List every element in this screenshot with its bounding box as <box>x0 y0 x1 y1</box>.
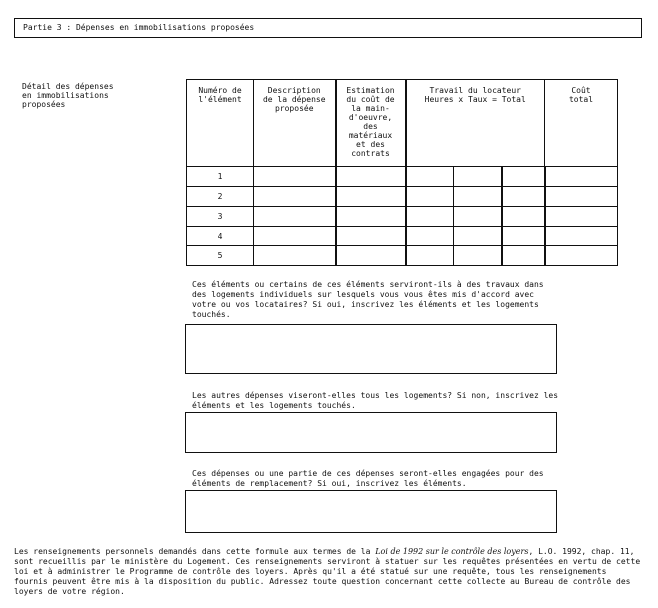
total-cell[interactable] <box>502 167 545 187</box>
cost-cell[interactable] <box>545 227 618 246</box>
description-cell[interactable] <box>254 227 336 246</box>
total-cell[interactable] <box>502 246 545 266</box>
description-cell[interactable] <box>254 187 336 207</box>
rate-cell[interactable] <box>454 187 502 207</box>
privacy-notice-part1: Les renseignements personnels demandés dans cette formule aux termes de la <box>14 547 376 556</box>
col-estimate: Estimation du coût de la main- d'oeuvre, des matériaux et des contrats <box>336 80 406 167</box>
hours-cell[interactable] <box>406 187 454 207</box>
total-cell[interactable] <box>502 187 545 207</box>
answer-box-individual-units[interactable] <box>185 324 557 374</box>
rate-cell[interactable] <box>454 167 502 187</box>
law-title: Loi de 1992 sur le contrôle des loyers <box>375 547 529 556</box>
description-cell[interactable] <box>254 246 336 266</box>
description-cell[interactable] <box>254 207 336 227</box>
description-cell[interactable] <box>254 167 336 187</box>
hours-cell[interactable] <box>406 207 454 227</box>
privacy-notice-part2: , L.O. 1992, chap. 11, sont recueillis par le ministère du Logement. Ces renseignements serviront à statuer sur les requêtes présentées en vertu de cette loi et à administrer le Programme de contrôle des loyers. Après qu'il a été statué sur une requête, tous les renseignements fournis peuvent être mis à la disposition du public. Adressez toute question concernant cette collecte au Bureau de contrôle des loyers de votre région. <box>14 547 641 596</box>
cost-cell[interactable] <box>545 187 618 207</box>
hours-cell[interactable] <box>406 167 454 187</box>
cost-cell[interactable] <box>545 246 618 266</box>
table-row <box>187 246 618 266</box>
rate-cell[interactable] <box>454 246 502 266</box>
cost-cell[interactable] <box>545 207 618 227</box>
total-cell[interactable] <box>502 227 545 246</box>
table-row <box>187 167 618 187</box>
row-number: 2 <box>187 187 254 207</box>
col-description: Description de la dépense proposée <box>254 80 336 167</box>
table-row <box>187 227 618 246</box>
estimate-cell[interactable] <box>336 227 406 246</box>
answer-box-replacement[interactable] <box>185 490 557 533</box>
col-total-cost: Coût total <box>545 80 618 167</box>
privacy-notice <box>14 547 644 597</box>
rate-cell[interactable] <box>454 227 502 246</box>
estimate-cell[interactable] <box>336 167 406 187</box>
part-header <box>14 18 642 38</box>
estimate-cell[interactable] <box>336 246 406 266</box>
table-row <box>187 187 618 207</box>
estimate-cell[interactable] <box>336 207 406 227</box>
row-number: 1 <box>187 167 254 187</box>
question-individual-units: Ces éléments ou certains de ces éléments serviront-ils à des travaux dans des logements individuels sur lesquels vous vous êtes mis d'accord avec votre ou vos locataires? Si oui, inscrivez les éléments et les logements touchés. <box>192 280 544 319</box>
col-element-number: Numéro de l'élément <box>187 80 254 167</box>
question-replacement: Ces dépenses ou une partie de ces dépenses seront-elles engagées pour des éléments de remplacement? Si oui, inscrivez les éléments. <box>192 469 544 488</box>
row-number: 5 <box>187 246 254 266</box>
answer-box-all-units[interactable] <box>185 412 557 453</box>
question-all-units: Les autres dépenses viseront-elles tous les logements? Si non, inscrivez les éléments et les logements touchés. <box>192 391 559 410</box>
col-landlord-work: Travail du locateur Heures x Taux = Total <box>406 80 545 167</box>
section-label: Détail des dépenses en immobilisations proposées <box>22 82 114 109</box>
row-number: 4 <box>187 227 254 246</box>
hours-cell[interactable] <box>406 246 454 266</box>
total-cell[interactable] <box>502 207 545 227</box>
rate-cell[interactable] <box>454 207 502 227</box>
table-row <box>187 207 618 227</box>
cost-cell[interactable] <box>545 167 618 187</box>
part-title: Partie 3 : Dépenses en immobilisations proposées <box>23 23 255 32</box>
row-number: 3 <box>187 207 254 227</box>
table-header-row <box>187 80 618 167</box>
expenses-table <box>186 79 618 266</box>
estimate-cell[interactable] <box>336 187 406 207</box>
hours-cell[interactable] <box>406 227 454 246</box>
